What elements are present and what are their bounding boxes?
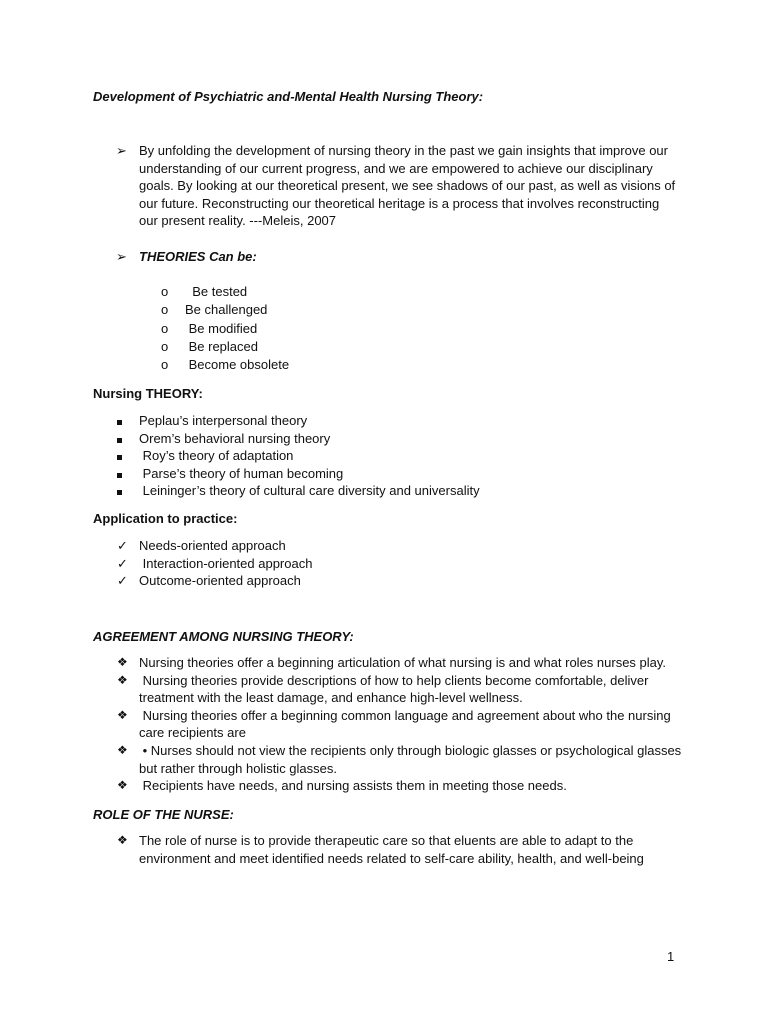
list-item bbox=[117, 742, 687, 777]
circle-bullet-icon: o bbox=[161, 338, 169, 354]
nursing-theory-heading: Nursing THEORY: bbox=[93, 386, 203, 401]
list-item bbox=[117, 672, 687, 707]
diamond-bullet-icon: ❖ bbox=[117, 742, 128, 757]
list-item-text: Needs-oriented approach bbox=[139, 538, 286, 553]
agreement-heading: AGREEMENT AMONG NURSING THEORY: bbox=[93, 629, 354, 644]
list-item bbox=[117, 777, 687, 795]
square-bullet-icon bbox=[117, 473, 122, 478]
square-bullet-icon bbox=[117, 438, 122, 443]
diamond-bullet-icon: ❖ bbox=[117, 707, 128, 722]
list-item bbox=[117, 832, 687, 867]
square-bullet-icon bbox=[117, 420, 122, 425]
intro-paragraph: By unfolding the development of nursing theory in the past we gain insights that improve our understanding of our current progress, and we are empowered to achieve our disciplinary goals. By looking at our theoretical present, we see shadows of our past, as well as visions of our future. Reconstructing our theoretical heritage is a process that involves reconstructing our present reality. ---Meleis, 2007 bbox=[139, 143, 676, 229]
list-item-text: Leininger’s theory of cultural care diversity and universality bbox=[139, 483, 480, 499]
list-item-text: Recipients have needs, and nursing assists them in meeting those needs. bbox=[139, 778, 567, 794]
list-item-text: The role of nurse is to provide therapeutic care so that eluents are able to adapt to the environment and meet identified needs related to self-care ability, health, and well-being bbox=[139, 833, 644, 866]
list-item-text: Outcome-oriented approach bbox=[139, 573, 301, 589]
list-item bbox=[161, 356, 289, 374]
list-item-text: Be modified bbox=[185, 320, 258, 336]
circle-bullet-icon: o bbox=[161, 357, 169, 373]
page-number: 1 bbox=[667, 949, 675, 964]
list-item-text: Interaction-oriented approach bbox=[139, 555, 313, 571]
list-item-text: Nursing theories offer a beginning common language and agreement about who the nursing care recipients are bbox=[139, 707, 675, 741]
theories-label: THEORIES Can be: bbox=[139, 249, 257, 264]
circle-bullet-icon: o bbox=[161, 284, 169, 299]
document-title: Development of Psychiatric and-Mental Health Nursing Theory: bbox=[93, 89, 484, 104]
arrow-bullet-icon: ➢ bbox=[116, 143, 127, 158]
diamond-bullet-icon: ❖ bbox=[117, 672, 128, 687]
diamond-bullet-icon: ❖ bbox=[117, 833, 128, 847]
list-item-text: Be challenged bbox=[185, 302, 268, 318]
list-item-text: Nursing theories provide descriptions of how to help clients become comfortable, deliver treatment with the least damage, and enhance high-level wellness. bbox=[139, 672, 653, 706]
list-item bbox=[117, 707, 687, 742]
list-item-text: Be tested bbox=[185, 284, 248, 299]
list-item-text: Orem’s behavioral nursing theory bbox=[139, 430, 331, 446]
theories-list bbox=[161, 283, 289, 374]
application-heading: Application to practice: bbox=[93, 511, 238, 526]
list-item-text: • Nurses should not view the recipients only through biologic glasses or psychological glasses but rather through holistic glasses. bbox=[139, 742, 685, 776]
check-bullet-icon: ✓ bbox=[117, 538, 128, 553]
diamond-bullet-icon: ❖ bbox=[117, 778, 128, 793]
list-item bbox=[117, 654, 687, 672]
check-bullet-icon: ✓ bbox=[117, 555, 128, 571]
list-item-text: Peplau’s interpersonal theory bbox=[139, 413, 308, 428]
list-item-text: Be replaced bbox=[185, 338, 258, 354]
list-item bbox=[161, 338, 289, 356]
list-item bbox=[161, 301, 289, 319]
list-item-text: Roy’s theory of adaptation bbox=[139, 448, 294, 464]
role-heading: ROLE OF THE NURSE: bbox=[93, 807, 234, 822]
arrow-bullet-icon: ➢ bbox=[116, 249, 127, 264]
list-item-text: Nursing theories offer a beginning articulation of what nursing is and what roles nurses play. bbox=[139, 655, 667, 670]
list-item-text: Parse’s theory of human becoming bbox=[139, 465, 344, 481]
list-item bbox=[161, 320, 289, 338]
square-bullet-icon bbox=[117, 455, 122, 460]
list-item bbox=[161, 283, 289, 301]
role-list bbox=[117, 832, 687, 867]
circle-bullet-icon: o bbox=[161, 302, 169, 318]
square-bullet-icon bbox=[117, 490, 122, 495]
check-bullet-icon: ✓ bbox=[117, 573, 128, 589]
list-item-text: Become obsolete bbox=[185, 357, 290, 373]
diamond-bullet-icon: ❖ bbox=[117, 655, 128, 669]
circle-bullet-icon: o bbox=[161, 320, 169, 336]
agreement-list bbox=[117, 654, 687, 795]
